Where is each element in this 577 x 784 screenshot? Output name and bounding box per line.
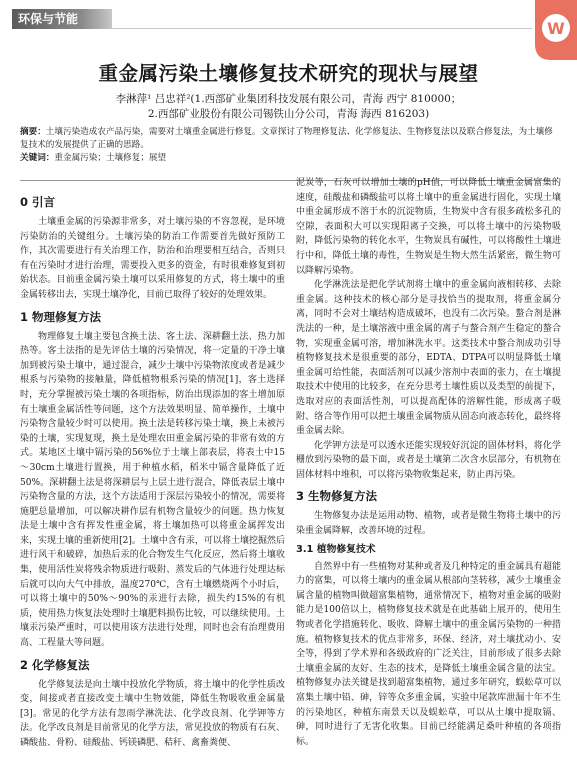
paragraph: 自然界中有一些植物对某种或者及几种特定的重金属具有超能力的富集，可以将土壤内的重金属从根部向茎转移，减少土壤重金属含量的植物叫做超富集植物，通常情况下，植物对重金属的吸附能力是100倍以上，植物修复技术就是在此基础上展开的，使用生物或者化学措施转化、吸收、降解土壤中的重金属污染物的一种措施。植物修复技术的优点非常多，环保、经济，对土壤扰动小、安全等，得到了学术界和各级政府的广泛关注，目前形成了很多去除土壤重金属的友好、生态的技术，是降低土壤重金属含量的法宝。植物修复办法关键是找到超富集植物，通过多年研究，蜈蚣草可以富集土壤中铅、砷，锌等众多重金属，实验中尾款库泄漏十年不生的污染地区，种植东南景天以及蜈蚣草，可以从土壤中提取镉、砷，同时进行了无害化收集。目前已经能满足桑叶种植的各项指标。 — [296, 561, 561, 747]
abstract-block — [20, 126, 560, 165]
keywords — [20, 152, 560, 165]
left-column — [20, 188, 285, 751]
paragraph: 化学钾方法是可以透水还能实现较好沉淀的固体材料，将化学栅放到污染物的最下面，或者是土壤第二次含水层部分，有机物在固体材料中堆积，可以将污染物收集起来，防止再污染。 — [296, 440, 561, 480]
author-line-1: 李淋萍¹ 吕忠祥²(1.西部矿业集团科技发展有限公司，青海 西宁 810000； — [115, 93, 462, 105]
right-column — [296, 176, 561, 749]
article-title: 重金属污染土壤修复技术研究的现状与展望 — [98, 62, 479, 85]
section-heading-chemical: 2 化学修复法 — [20, 657, 90, 672]
paragraph: 泥炭等，石灰可以增加土壤的pH值，可以降低土壤重金属富集的速度，硅酸盐和磷酸盐可以将土壤中的重金属进行固化，实现土壤中重金属形成不溶于水的沉淀物质，生物炭中含有很多疏松多孔的空隙，表面积大可以实现阳离子交换，可以将土壤中的污染物吸附，降低污染物的转化水平，生物炭具有碱性，可以将酸性土壤进行中和，降低土壤的毒性，生物炭是生物大然生活紧密，微生物可以降解污染物。 — [296, 178, 561, 276]
paragraph: 生物修复办法是运用动物、植物，或者是微生物将土壤中的污染重金属降解，改善环境的过程。 — [296, 511, 561, 537]
paragraph: 物理修复土壤主要包含换土法、客土法、深耕翻土法、热力加热等。客土法指的是先评估土壤的污染情况，将一定量的干净土壤加到被污染土壤中，通过混合，减少土壤中污染物浓度或者是减少根系与污染物的接触量，降低植物根系污染的情况[1]，客土选择时，充分掌握被污染土壤的各项指标，防治出现添加的客土增加原有土壤重金属活性等问题，这个方法效果明显、简单操作，土壤中污染物含量较少时可以使用。换土法是转移污染土壤，换上未被污染的土壤，实现复现，换土是处理农田重金属污染的非常有效的方式。某地区土壤中镉污染的56%位于土壤上部表层，将表土中15～30cm土壤进行置换，用于种植水稻，稻米中镉含量降低了近50%。深耕翻土法是将深耕层与上层土进行混合，降低表层土壤中污染物含量的方法，这个方法适用于深层污染较小的情况，需要将施肥总量增加，可以解决耕作层有机物含量较少的问题。热力恢复法是土壤中含有挥发性重金属，将土壤加热可以将重金属挥发出来，实现土壤的重新使用[2]。土壤中含有汞，可以将土壤挖掘然后进行风干和破碎，加热后汞的化合物发生气化反应，然后将土壤收集，使用活性炭将残余物质进行吸附、蒸发后的气体进行处理达标后就可以向大气中排放，温度270℃，含有土壤燃烧两个小时后，可以将土壤中的50%～90%的汞进行去除，损失约15%的有机质，使用热力恢复法处理时土壤肥料损伤比较，可以继续使用。土壤汞污染严重时，可以使用该方法进行处理，同时也会有治理费用高、工程量大等问题。 — [20, 331, 285, 649]
author-line-2: 2.西部矿业股份有限公司锡铁山分公司，青海 海西 816203) — [147, 108, 430, 120]
abstract-text: 土壤污染造成农产品污染，需要对土壤重金属进行修复。文章探讨了物理修复法、化学修复法、生物修复法以及联合修复法，为土壤修复技术的发展提供了正确的思路。 — [20, 127, 553, 150]
abstract — [20, 126, 560, 152]
logo-letter: W — [547, 19, 565, 38]
author-block — [0, 92, 577, 122]
keywords-text: 重金属污染；土壤修复；展望 — [54, 153, 167, 163]
section-tag: 环保与节能 — [12, 9, 112, 29]
journal-logo-icon — [529, 0, 577, 60]
paragraph: 化学淋洗法是把化学试剂将土壤中的重金属向液相转移、去除重金属。这种技术的核心部分是寻找恰当的提取剂，将重金属分离，同时不会对土壤结构造成破坏，也没有二次污染。螯合剂是淋洗法的一种，是土壤溶液中重金属的离子与螯合剂产生稳定的螯合物，实现重金属可溶，增加淋洗水平。这类技术中螯合剂成功引导植物修复技术是很重要的部分，EDTA、DTPA可以明显降低土壤重金属可给性能，表面活剂可以减少溶剂中表面的张力，在土壤提取技术中使用的比较多，在充分思考土壤性质以及类型的前提下，选取对应的表面活性剂，可以提高配体的溶解性能，形成离子吸附、络合等作用可以把土壤重金属物质从固态向液态转化，最终将重金属去除。 — [296, 280, 561, 437]
section-heading-intro: 0 引言 — [20, 195, 56, 209]
keywords-label: 关键词： — [20, 153, 55, 163]
paragraph: 化学修复法是向土壤中投放化学物质，将土壤中的化学性质改变，间接或者直接改变土壤中生物效能，降低生物吸收重金属量[3]。常见的化学方法有忽雨学淋洗法、化学改良剂、化学钾等方法。化学改良剂是目前常见的化学方法，常见投放的物质有石灰、磷酸盐、骨粉、硅酸盐、钙镁磷肥、秸秆、禽畜粪便、 — [20, 679, 285, 748]
header-rule — [112, 28, 532, 29]
header-bar — [0, 0, 577, 36]
paragraph: 土壤重金属的污染源非常多，对土壤污染的不容忽视，是环境污染防治的关键组分。土壤污染的防治工作需要首先做好预防工作，其次需要进行有关治理工作，防治和治理要相互结合，否则只有在污染时才进行治理，需要投入更多的资金，有时很难修复到初始状态。目前重金属污染土壤可以采用修复的方式，将土壤中的重金属转移出去，实现土壤净化，目前已取得了较好的处理效果。 — [20, 217, 285, 300]
section-heading-physical: 1 物理修复方法 — [20, 309, 102, 324]
subsection-heading-plant: 3.1 植物修复技术 — [296, 543, 376, 555]
abstract-label: 摘要： — [20, 127, 46, 137]
section-heading-biological: 3 生物修复方法 — [296, 489, 378, 504]
